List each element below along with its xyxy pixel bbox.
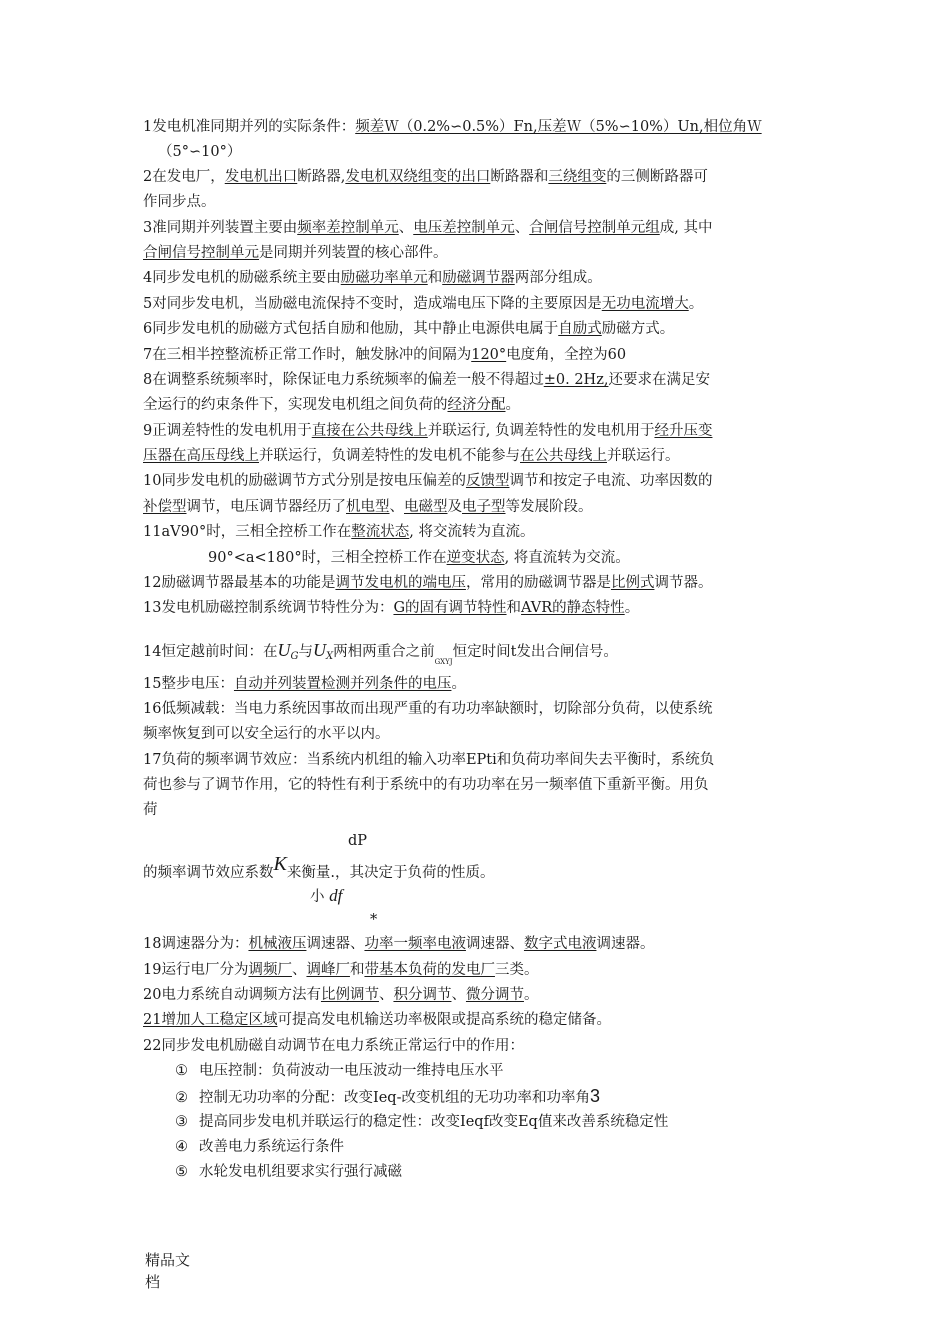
item-20: 20电力系统自动调频方法有比例调节、积分调节、微分调节。: [143, 987, 539, 1003]
item-3-line-2: 合闸信号控制单元是同期并列装置的核心部件。: [143, 245, 448, 261]
sublist-item-2: ② 控制无功功率的分配：改变Ieq-改变机组的无功功率和功率角3: [175, 1086, 601, 1106]
formula-numerator: dP: [348, 833, 368, 849]
formula-denominator: 小 df: [310, 886, 343, 905]
item-4: 4同步发电机的励磁系统主要由励磁功率单元和励磁调节器两部分组成。: [143, 270, 602, 286]
item-8-line-2: 全运行的约束条件下，实现发电机组之间负荷的经济分配。: [143, 397, 520, 413]
footer-label-line-2: 档: [145, 1273, 161, 1291]
item-9-line-2: 压器在高压母线上并联运行，负调差特性的发电机不能参与在公共母线上并联运行。: [143, 448, 680, 464]
item-12: 12励磁调节器最基本的功能是调节发电机的端电压，常用的励磁调节器是比例式调节器。: [143, 575, 713, 591]
item-14: 14恒定越前时间：在$U_G$与$U_X$两相两重合之前$_{GXYJ}$恒定时间t发出合闸信号。: [143, 640, 618, 666]
item-15: 15整步电压：自动并列装置检测并列条件的电压。: [143, 676, 466, 692]
item-22: 22同步发电机励磁自动调节在电力系统正常运行中的作用：: [143, 1038, 524, 1054]
item-13: 13发电机励磁控制系统调节特性分为：G的固有调节特性和AVR的静态特性。: [143, 600, 640, 616]
item-11-line-1: 11aV90°时，三相全控桥工作在整流状态, 将交流转为直流。: [143, 524, 535, 540]
item-1-line-2: （5°∽10°）: [158, 144, 242, 160]
item-10-line-1: 10同步发电机的励磁调节方式分别是按电压偏差的反馈型调节和按定子电流、功率因数的: [143, 473, 713, 489]
item-21: 21增加人工稳定区域可提高发电机输送功率极限或提高系统的稳定储备。: [143, 1012, 611, 1028]
item-3-line-1: 3准同期并列装置主要由频率差控制单元、电压差控制单元、合闸信号控制单元组成, 其中: [143, 220, 713, 236]
item-5: 5对同步发电机，当励磁电流保持不变时，造成端电压下降的主要原因是无功电流增大。: [143, 296, 704, 312]
item-17-line-3: 荷: [143, 802, 158, 818]
item-10-line-2: 补偿型调节，电压调节器经历了机电型、电磁型及电子型等发展阶段。: [143, 499, 593, 515]
item-16-line-1: 16低频减载：当电力系统因事故而出现严重的有功功率缺额时，切除部分负荷，以使系统: [143, 701, 713, 717]
item-17-line-1: 17负荷的频率调节效应：当系统内机组的输入功率EPti和负荷功率间失去平衡时，系统负: [143, 752, 715, 768]
item-19: 19运行电厂分为调频厂、调峰厂和带基本负荷的发电厂三类。: [143, 962, 539, 978]
item-17-line-2: 荷也参与了调节作用，它的特性有利于系统中的有功功率在另一频率值下重新平衡。用负: [143, 777, 709, 793]
item-8-line-1: 8在调整系统频率时，除保证电力系统频率的偏差一般不得超过±0. 2Hz,还要求在满足安: [143, 372, 710, 388]
footer-label-line-1: 精品文: [145, 1251, 191, 1269]
formula-line: 的频率调节效应系数K来衡量.，其决定于负荷的性质。: [143, 853, 495, 881]
item-1-line-1: 1发电机准同期并列的实际条件：频差Ｗ（0.2%∽0.5%）Fn,压差Ｗ（5%∽10%）Un,相位角Ｗ: [143, 119, 762, 135]
item-7: 7在三相半控整流桥正常工作时，触发脉冲的间隔为120°电度角，全控为60: [143, 347, 627, 363]
sublist-item-3: ③ 提高同步发电机并联运行的稳定性：改变Ieqf改变Eq值来改善系统稳定性: [175, 1114, 669, 1130]
sublist-item-4: ④ 改善电力系统运行条件: [175, 1139, 344, 1155]
item-6: 6同步发电机的励磁方式包括自励和他励，其中静止电源供电属于自励式励磁方式。: [143, 321, 675, 337]
item-2-line-1: 2在发电厂，发电机出口断路器,发电机双绕组变的出口断路器和三绕组变的三侧断路器可: [143, 169, 708, 185]
formula-star: *: [370, 912, 378, 928]
sublist-item-1: ① 电压控制：负荷波动一电压波动一维持电压水平: [175, 1063, 504, 1079]
item-9-line-1: 9正调差特性的发电机用于直接在公共母线上并联运行, 负调差特性的发电机用于经升压变: [143, 423, 713, 439]
item-2-line-2: 作同步点。: [143, 194, 216, 210]
sublist-item-5: ⑤ 水轮发电机组要求实行强行减磁: [175, 1164, 402, 1180]
item-11-line-2: 90°<a<180°时，三相全控桥工作在逆变状态, 将直流转为交流。: [208, 550, 630, 566]
item-16-line-2: 频率恢复到可以安全运行的水平以内。: [143, 726, 390, 742]
item-18: 18调速器分为：机械液压调速器、功率一频率电液调速器、数字式电液调速器。: [143, 936, 655, 952]
